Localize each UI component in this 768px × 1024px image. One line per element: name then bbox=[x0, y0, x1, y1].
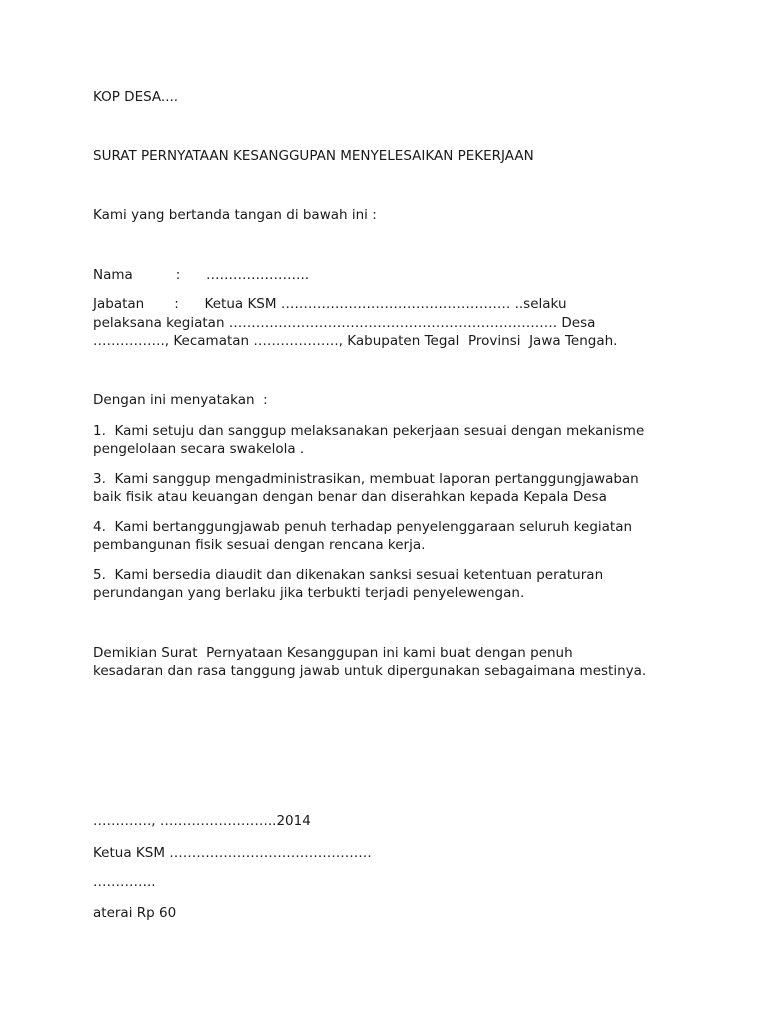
signature-name: ………….. bbox=[93, 874, 156, 890]
jabatan-line-1: Jabatan : Ketua KSM …………………………………………… ..selaku bbox=[93, 296, 567, 312]
signature-place-date: …………., ……………………..2014 bbox=[93, 813, 311, 829]
nama-line: Nama : ………………….. bbox=[93, 267, 310, 283]
declaration-intro: Dengan ini menyatakan : bbox=[93, 392, 268, 408]
statement-1-line-2: pengelolaan secara swakelola . bbox=[93, 441, 305, 457]
statement-1-line-1: 1. Kami setuju dan sanggup melaksanakan pekerjaan sesuai dengan mekanisme bbox=[93, 423, 645, 439]
signature-role: Ketua KSM ……………………………………… bbox=[93, 845, 372, 861]
statement-4-line-1: 4. Kami bertanggungjawab penuh terhadap penyelenggaraan seluruh kegiatan bbox=[93, 519, 633, 535]
closing-line-1: Demikian Surat Pernyataan Kesanggupan ini kami buat dengan penuh bbox=[93, 645, 573, 661]
statement-3-line-2: baik fisik atau keuangan dengan benar dan diserahkan kepada Kepala Desa bbox=[93, 489, 607, 505]
statement-4-line-2: pembangunan fisik sesuai dengan rencana kerja. bbox=[93, 537, 426, 553]
statement-3-line-1: 3. Kami sanggup mengadministrasikan, membuat laporan pertanggungjawaban bbox=[93, 471, 639, 487]
statement-5-line-1: 5. Kami bersedia diaudit dan dikenakan sanksi sesuai ketentuan peraturan bbox=[93, 567, 604, 583]
document-title: SURAT PERNYATAAN KESANGGUPAN MENYELESAIKAN PEKERJAAN bbox=[93, 148, 534, 164]
statement-5-line-2: perundangan yang berlaku jika terbukti terjadi penyelewengan. bbox=[93, 585, 525, 601]
stamp-duty-label: aterai Rp 60 bbox=[93, 905, 177, 921]
jabatan-line-2: pelaksana kegiatan ………………………………………………………………. Desa bbox=[93, 315, 596, 331]
intro-text: Kami yang bertanda tangan di bawah ini : bbox=[93, 207, 377, 223]
closing-line-2: kesadaran dan rasa tanggung jawab untuk dipergunakan sebagaimana mestinya. bbox=[93, 663, 647, 679]
jabatan-line-3: ……………., Kecamatan ………………., Kabupaten Tegal Provinsi Jawa Tengah. bbox=[93, 333, 618, 349]
letterhead: KOP DESA.... bbox=[93, 89, 179, 105]
